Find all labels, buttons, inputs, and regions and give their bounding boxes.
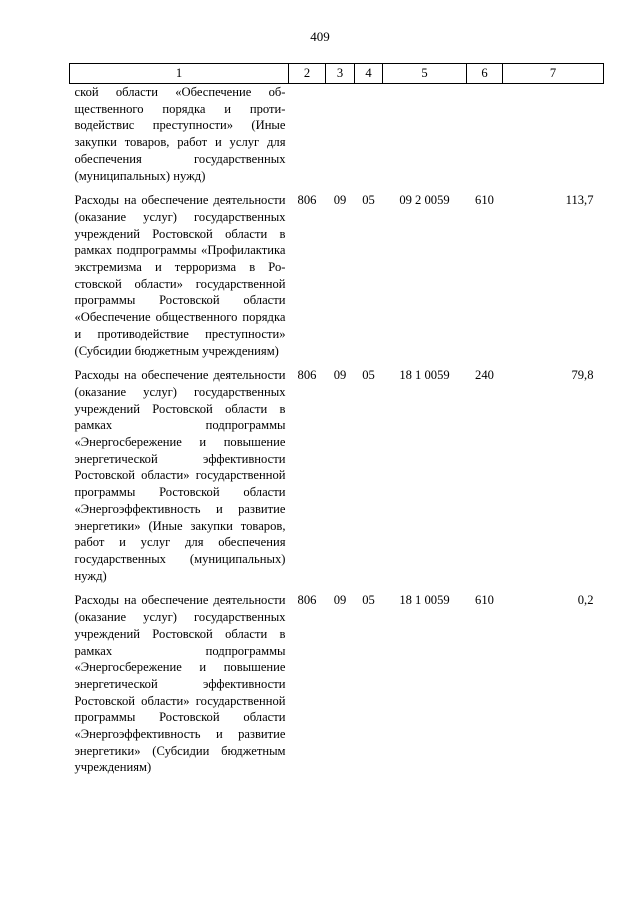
row-ministry-code — [289, 84, 326, 193]
table-row — [70, 592, 604, 784]
budget-table — [69, 63, 604, 784]
header-col-6: 6 — [467, 64, 503, 84]
row-section-code: 09 — [333, 193, 347, 208]
row-expense-type — [467, 84, 503, 193]
row-target-article: 09 2 0059 — [399, 193, 450, 208]
table-row — [70, 367, 604, 592]
table-row — [70, 192, 604, 367]
row-ministry-code: 806 — [297, 368, 317, 383]
row-target-article — [383, 84, 467, 193]
row-amount — [503, 84, 604, 193]
table-body — [70, 84, 604, 785]
row-section-code — [326, 84, 355, 193]
row-amount: 113,7 — [565, 193, 594, 208]
header-col-2: 2 — [289, 64, 326, 84]
row-expense-type: 240 — [475, 368, 494, 383]
row-target-article: 18 1 0059 — [399, 593, 450, 608]
header-col-7: 7 — [503, 64, 604, 84]
header-col-1: 1 — [70, 64, 289, 84]
page-number: 409 — [310, 29, 330, 44]
row-section-code: 09 — [333, 368, 347, 383]
row-target-article: 18 1 0059 — [399, 368, 450, 383]
row-subsection-code — [355, 84, 383, 193]
row-expense-type: 610 — [475, 593, 494, 608]
header-col-3: 3 — [326, 64, 355, 84]
row-description: Расходы на обеспечение деятельности (оказание услуг) государственных учреждений Ростовской области в рамках подпрограммы «Энергосбережение и повышение энергетической эффективности Ростовской области» государственной программы Ростовской области «Энергоэффективность и развитие энергетики» (Иные закупки товаров, работ и услуг для обеспечения государственных (муниципальных) нужд) — [74, 368, 286, 583]
table-header — [70, 64, 604, 84]
row-amount: 79,8 — [571, 368, 594, 383]
header-col-5: 5 — [383, 64, 467, 84]
table-row — [70, 84, 604, 193]
header-col-4: 4 — [355, 64, 383, 84]
row-subsection-code: 05 — [362, 368, 375, 383]
row-description: ской области «Обеспечение общественного порядка и противодействис преступности» (Иные закупки товаров, работ и услуг для обеспечения государственных (муниципальных) нужд) — [74, 85, 286, 183]
row-ministry-code: 806 — [297, 193, 317, 208]
row-subsection-code: 05 — [362, 593, 375, 608]
row-description: Расходы на обеспечение деятельности (оказание услуг) государственных учреждений Ростовской области в рамках подпрограммы «Энергосбережение и повышение энергетической эффективности Ростовской области» государственной программы Ростовской области «Энергоэффективность и развитие энергетики» (Субсидии бюджетным учреждениям) — [74, 593, 286, 775]
header-row — [70, 64, 604, 84]
row-ministry-code: 806 — [297, 593, 317, 608]
row-section-code: 09 — [333, 593, 347, 608]
row-amount: 0,2 — [577, 593, 594, 608]
row-subsection-code: 05 — [362, 193, 375, 208]
row-description: Расходы на обеспечение деятельности (оказание услуг) государственных учреждений Ростовской области в рамках подпрограммы «Профилактика экстремизма и терроризма в Ростовской области» государственной программы Ростовской области «Обеспечение общественного порядка и противодействие преступности» (Субсидии бюджетным учреждениям) — [74, 193, 286, 358]
row-expense-type: 610 — [475, 193, 494, 208]
